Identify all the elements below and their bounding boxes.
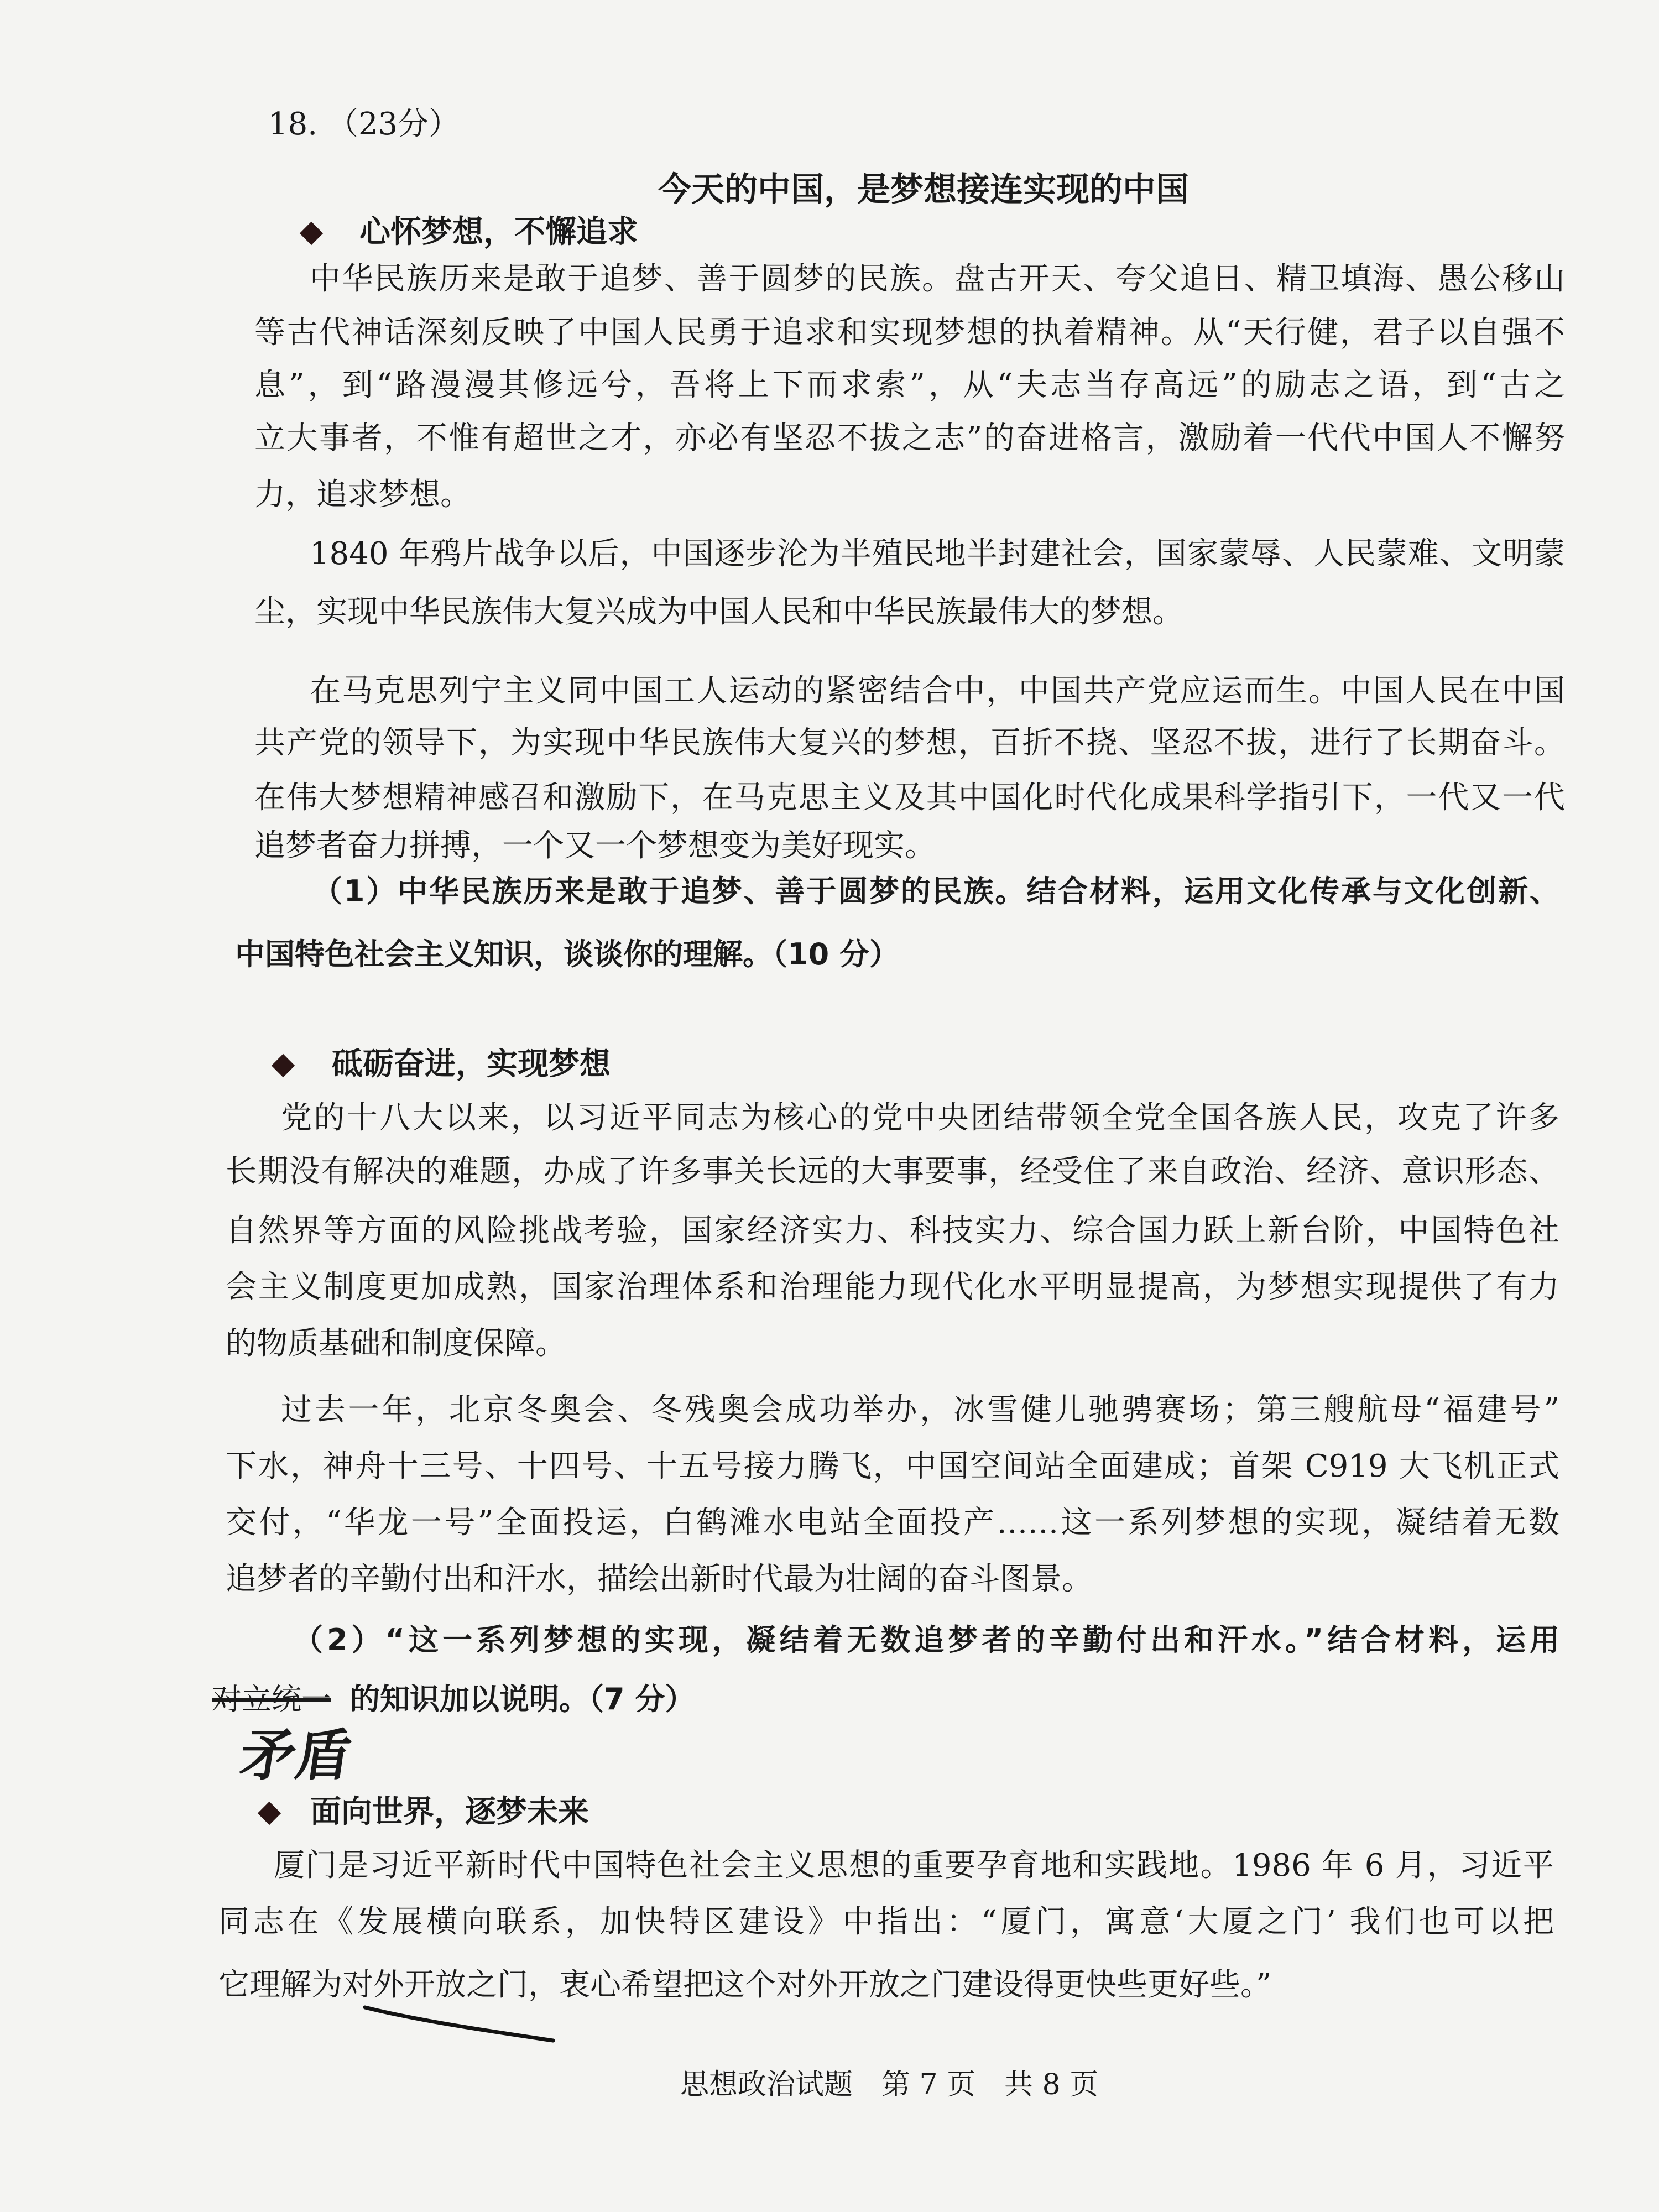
question-points: （23分） bbox=[327, 106, 460, 142]
paragraph-line: 立大事者，不惟有超世之才，亦必有坚忍不拔之志”的奋进格言，激励着一代代中国人不懈努 bbox=[254, 420, 1565, 456]
paragraph-line: 力，追求梦想。 bbox=[254, 477, 471, 513]
paragraph-line: 追梦者的辛勤付出和汗水，描绘出新时代最为壮阔的奋斗图景。 bbox=[226, 1561, 1093, 1597]
question-line: （1）中华民族历来是敢于追梦、善于圆梦的民族。结合材料，运用文化传承与文化创新、 bbox=[312, 874, 1559, 909]
paragraph-line: 厦门是习近平新时代中国特色社会主义思想的重要孕育地和实践地。1986 年 6 月，习近平 bbox=[274, 1848, 1554, 1884]
paragraph-line: 同志在《发展横向联系，加快特区建设》中指出：“厦门，寓意‘大厦之门’ 我们也可以把 bbox=[218, 1904, 1554, 1940]
section-heading: 面向世界，逐梦未来 bbox=[310, 1794, 589, 1830]
diamond-bullet-icon bbox=[258, 1802, 281, 1825]
question-line: （2）“这一系列梦想的实现，凝结着无数追梦者的辛勤付出和汗水。”结合材料，运用 bbox=[293, 1623, 1559, 1657]
material-title: 今天的中国，是梦想接连实现的中国 bbox=[658, 170, 1189, 209]
paragraph-line: 在伟大梦想精神感召和激励下，在马克思主义及其中国化时代化成果科学指引下，一代又一代 bbox=[254, 780, 1565, 816]
paragraph-line: 在马克思列宁主义同中国工人运动的紧密结合中，中国共产党应运而生。中国人民在中国 bbox=[310, 673, 1565, 709]
paragraph-line: 息”，到“路漫漫其修远兮，吾将上下而求索”，从“夫志当存高远”的励志之语，到“古之 bbox=[254, 367, 1565, 403]
handwritten-note: 矛盾 bbox=[236, 1723, 356, 1788]
paragraph-line: 下水，神舟十三号、十四号、十五号接力腾飞，中国空间站全面建成；首架 C919 大飞机正式 bbox=[226, 1448, 1559, 1484]
struck-text: 对立统一 bbox=[212, 1682, 331, 1717]
paragraph-line: 过去一年，北京冬奥会、冬残奥会成功举办，冰雪健儿驰骋赛场；第三艘航母“福建号” bbox=[281, 1392, 1559, 1428]
diamond-bullet-icon bbox=[272, 1054, 295, 1077]
paragraph-line: 长期没有解决的难题，办成了许多事关长远的大事要事，经受住了来自政治、经济、意识形态、 bbox=[226, 1154, 1559, 1190]
paragraph-line: 自然界等方面的风险挑战考验，国家经济实力、科技实力、综合国力跃上新台阶，中国特色社 bbox=[226, 1213, 1559, 1249]
paragraph-line: 追梦者奋力拼搏，一个又一个梦想变为美好现实。 bbox=[254, 828, 936, 864]
paragraph-line: 尘，实现中华民族伟大复兴成为中国人民和中华民族最伟大的梦想。 bbox=[254, 594, 1183, 630]
paragraph-line: 党的十八大以来，以习近平同志为核心的党中央团结带领全党全国各族人民，攻克了许多 bbox=[281, 1100, 1559, 1136]
paragraph-line: 等古代神话深刻反映了中国人民勇于追求和实现梦想的执着精神。从“天行健，君子以自强不 bbox=[254, 315, 1565, 351]
question-line: 的知识加以说明。（7 分） bbox=[350, 1682, 695, 1717]
section-heading: 心怀梦想，不懈追求 bbox=[359, 214, 638, 250]
question-index: 18. bbox=[268, 106, 318, 142]
section-heading: 砥砺奋进，实现梦想 bbox=[332, 1046, 611, 1082]
paragraph-line: 共产党的领导下，为实现中华民族伟大复兴的梦想，百折不挠、坚忍不拔，进行了长期奋斗。 bbox=[254, 725, 1565, 761]
paragraph-line: 交付，“华龙一号”全面投运，白鹤滩水电站全面投产……这一系列梦想的实现，凝结着无数 bbox=[226, 1505, 1559, 1541]
page-footer: 思想政治试题 第 7 页 共 8 页 bbox=[680, 2068, 1099, 2101]
paragraph-line: 中华民族历来是敢于追梦、善于圆梦的民族。盘古开天、夸父追日、精卫填海、愚公移山 bbox=[310, 261, 1565, 297]
diamond-bullet-icon bbox=[300, 222, 323, 245]
paragraph-line: 它理解为对外开放之门，衷心希望把这个对外开放之门建设得更快些更好些。” bbox=[218, 1967, 1272, 2003]
question-number bbox=[268, 105, 460, 144]
paragraph-line: 会主义制度更加成熟，国家治理体系和治理能力现代化水平明显提高，为梦想实现提供了有力 bbox=[226, 1269, 1559, 1305]
paragraph-line: 的物质基础和制度保障。 bbox=[226, 1326, 566, 1361]
paragraph-line: 1840 年鸦片战争以后，中国逐步沦为半殖民地半封建社会，国家蒙辱、人民蒙难、文明蒙 bbox=[310, 536, 1565, 572]
question-line: 中国特色社会主义知识，谈谈你的理解。（10 分） bbox=[235, 937, 899, 972]
